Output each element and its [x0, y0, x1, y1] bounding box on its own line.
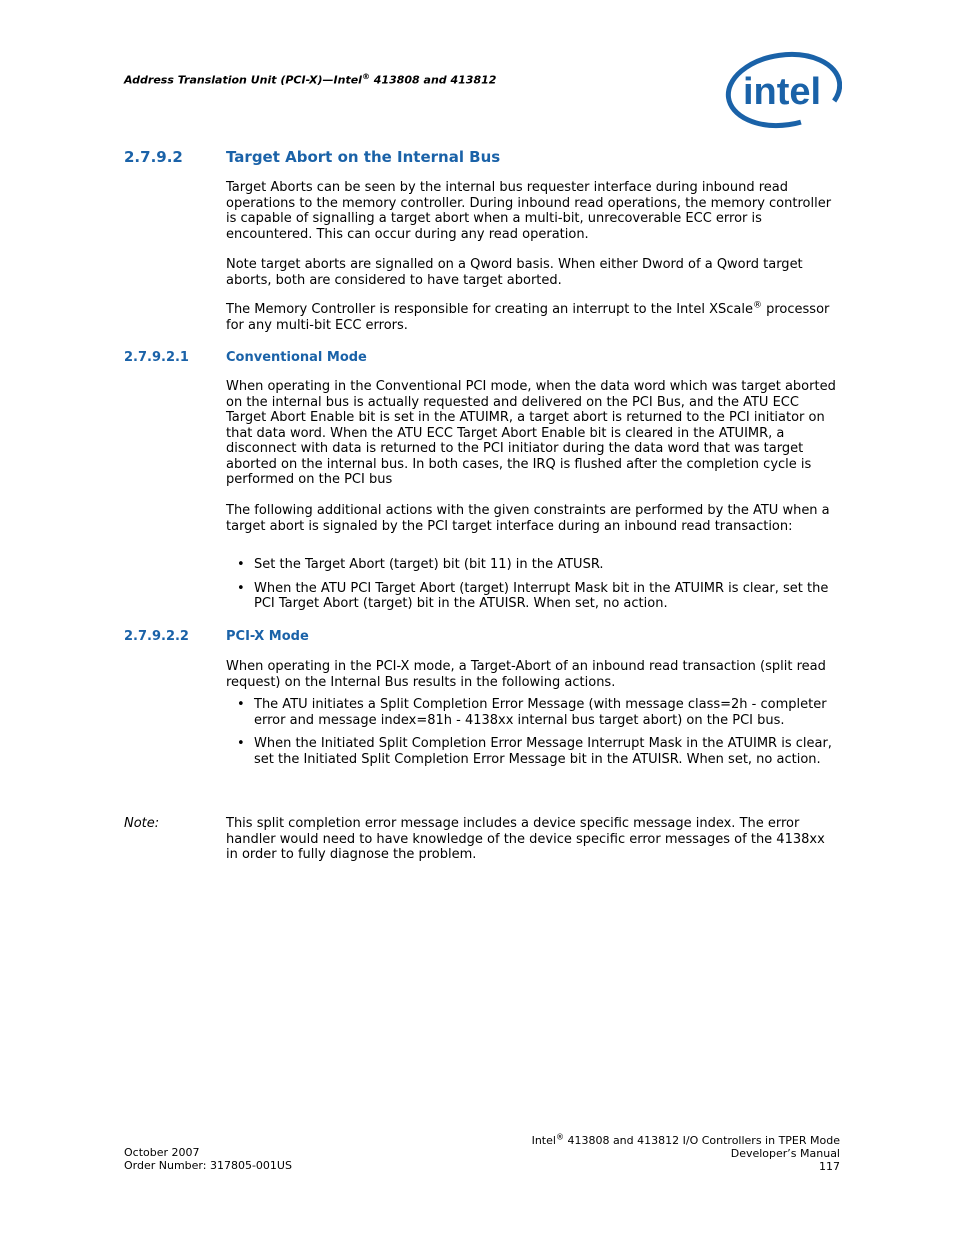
- running-header-text: Address Translation Unit (PCI-X)—Intel: [124, 73, 362, 87]
- section-number: 2.7.9.2: [124, 148, 183, 166]
- bullet-icon: •: [237, 557, 245, 572]
- subsection-1-number: 2.7.9.2.1: [124, 350, 189, 365]
- list-item: [226, 557, 838, 573]
- subsection-2-number: 2.7.9.2.2: [124, 629, 189, 644]
- running-header-models: 413808 and 413812: [369, 73, 497, 87]
- subsection-1-bullet-list: [226, 557, 838, 620]
- footer-doc-subtitle: Developer’s Manual: [730, 1147, 840, 1160]
- subsection-2-paragraph: When operating in the PCI-X mode, a Target-Abort of an inbound read transaction (split read request) on the Internal Bus results in the following actions.: [226, 659, 826, 690]
- list-item: [226, 697, 838, 728]
- registered-mark: ®: [555, 1132, 564, 1142]
- section-paragraph-1: Target Aborts can be seen by the internal bus requester interface during inbound read operations to the memory controller. During inbound read operations, the memory controller is capable of signalling a target abort when a multi-bit, unrecoverable ECC error is encountered. This can occur during any read operation.: [226, 180, 832, 242]
- section-paragraph-3-end: processor for any multi-bit ECC errors.: [226, 302, 830, 333]
- bullet-icon: •: [237, 736, 245, 751]
- note-text: This split completion error message includes a device specific message index. The error handler would need to have knowledge of the device specific error messages of the 4138xx in order to fully diagnose the problem.: [226, 816, 825, 862]
- footer-right: [532, 1134, 840, 1173]
- subsection-1-paragraph-1: When operating in the Conventional PCI mode, when the data word which was target aborted on the internal bus is actually requested and delivered on the PCI Bus, and the ATU ECC Target Abort Enable bit is set in the ATUIMR, a target abort is returned to the PCI initiator on that data word. When the ATU ECC Target Abort Enable bit is cleared in the ATUIMR, a disconnect with data is returned to the PCI initiator during the data word that was target aborted on the internal bus. In both cases, the IRQ is flushed after the completion cycle is performed on the PCI bus: [226, 379, 836, 487]
- footer-doc-title-brand: Intel: [531, 1134, 556, 1147]
- footer-doc-title-text: 413808 and 413812 I/O Controllers in TPER Mode: [563, 1134, 840, 1147]
- subsection-2-title: PCI-X Mode: [226, 629, 309, 644]
- list-item-text: Set the Target Abort (target) bit (bit 11) in the ATUSR.: [254, 557, 604, 572]
- footer-date: October 2007: [124, 1146, 200, 1159]
- intel-logo: [724, 50, 842, 130]
- section-paragraph-3-text: The Memory Controller is responsible for creating an interrupt to the Intel XScale: [226, 302, 753, 317]
- list-item-text: When the Initiated Split Completion Error Message Interrupt Mask in the ATUIMR is clear, set the Initiated Split Completion Error Message bit in the ATUISR. When set, no action.: [254, 736, 832, 767]
- subsection-1-paragraph-2: The following additional actions with the given constraints are performed by the ATU when a target abort is signaled by the PCI target interface during an inbound read transaction:: [226, 503, 830, 534]
- bullet-icon: •: [237, 697, 245, 712]
- list-item-text: The ATU initiates a Split Completion Error Message (with message class=2h - completer error and message index=81h - 4138xx internal bus target abort) on the PCI bus.: [254, 697, 827, 728]
- bullet-icon: •: [237, 580, 245, 596]
- list-item: [226, 736, 838, 767]
- note-label: Note:: [124, 816, 160, 831]
- footer-page-number: 117: [819, 1160, 840, 1173]
- footer-doc-title: [532, 1134, 840, 1147]
- running-header: [124, 72, 496, 87]
- registered-mark: ®: [361, 72, 370, 81]
- subsection-1-title: Conventional Mode: [226, 350, 367, 365]
- section-title: Target Abort on the Internal Bus: [226, 148, 501, 166]
- section-paragraph-2: Note target aborts are signalled on a Qword basis. When either Dword of a Qword target aborts, both are considered to have target aborted.: [226, 257, 803, 288]
- list-item: [226, 581, 838, 612]
- list-item-text: When the ATU PCI Target Abort (target) Interrupt Mask bit in the ATUIMR is clear, set the PCI Target Abort (target) bit in the ATUISR. When set, no action.: [254, 580, 829, 611]
- section-paragraph-3: [226, 302, 838, 333]
- registered-mark: ®: [752, 300, 762, 311]
- subsection-2-bullet-list: [226, 697, 838, 775]
- footer-order-number: Order Number: 317805-001US: [124, 1159, 292, 1172]
- footer-left: [124, 1146, 292, 1172]
- intel-logo-text: intel: [742, 71, 822, 113]
